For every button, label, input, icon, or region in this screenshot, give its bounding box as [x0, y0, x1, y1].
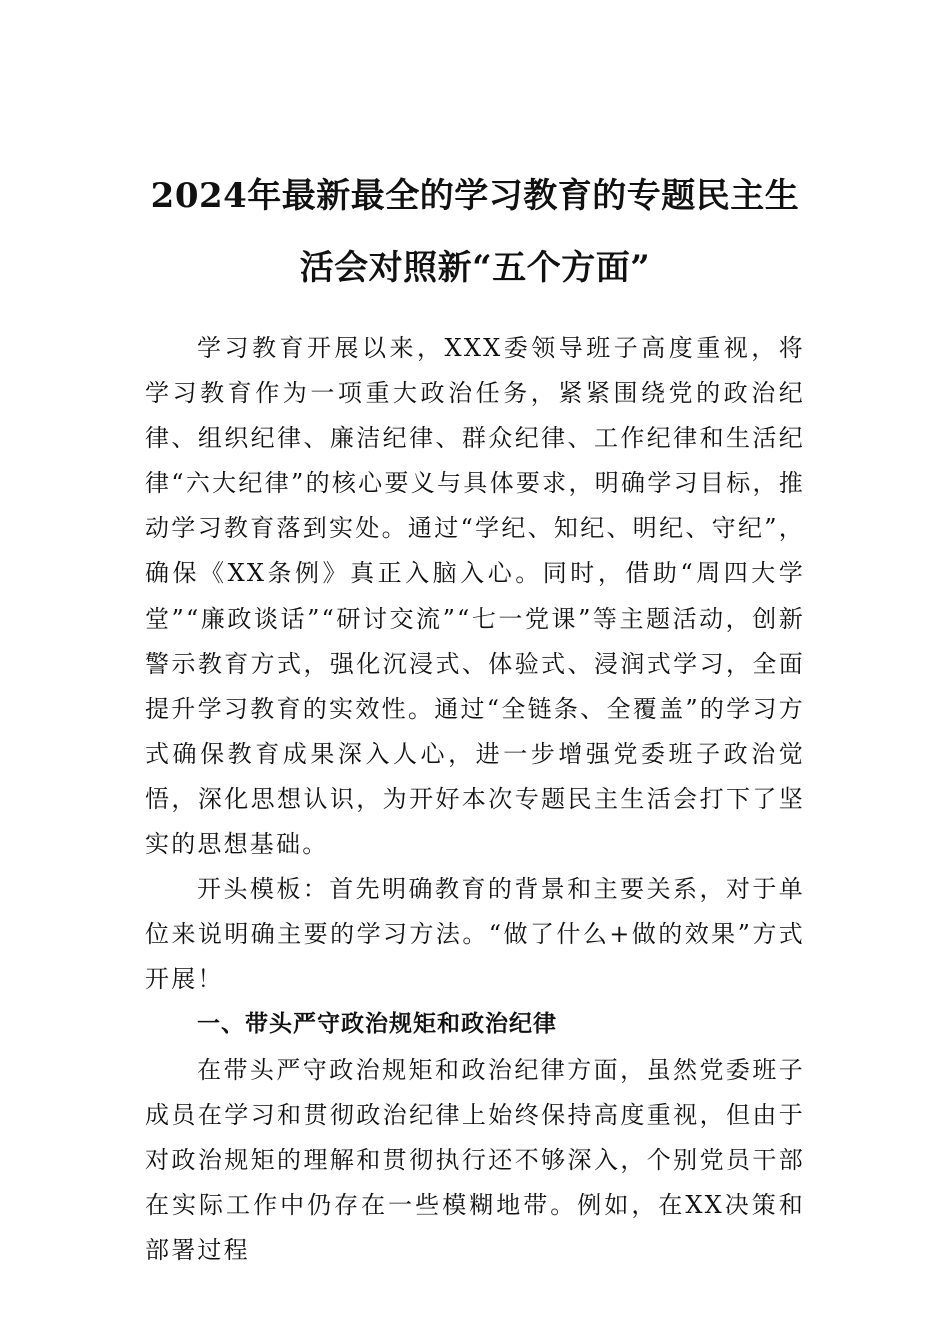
title-line-1: 2024年最新最全的学习教育的专题民主生	[150, 176, 800, 216]
document-title	[140, 160, 810, 304]
section-1-paragraph: 在带头严守政治规矩和政治纪律方面，虽然党委班子成员在学习和贯彻政治纪律上始终保持高度重视，但由于对政治规矩的理解和贯彻执行还不够深入，个别党员干部在实际工作中仍存在一些模糊地带。例如，在XX决策和部署过程	[145, 1055, 805, 1264]
template-note-paragraph: 开头模板：首先明确教育的背景和主要关系，对于单位来说明确主要的学习方法。“做了什么+做的效果”方式开展！	[145, 875, 805, 994]
title-line-2: 活会对照新“五个方面”	[299, 248, 651, 288]
document-body	[145, 326, 805, 1273]
intro-paragraph: 学习教育开展以来，XXX委领导班子高度重视，将学习教育作为一项重大政治任务，紧紧围绕党的政治纪律、组织纪律、廉洁纪律、群众纪律、工作纪律和生活纪律“六大纪律”的核心要义与具体要求，明确学习目标，推动学习教育落到实处。通过“学纪、知纪、明纪、守纪”，确保《XX条例》真正入脑入心。同时，借助“周四大学堂”“廉政谈话”“研讨交流”“七一党课”等主题活动，创新警示教育方式，强化沉浸式、体验式、浸润式学习，全面提升学习教育的实效性。通过“全链条、全覆盖”的学习方式确保教育成果深入人心，进一步增强党委班子政治觉悟，深化思想认识，为开好本次专题民主生活会打下了坚实的思想基础。	[145, 334, 805, 859]
section-heading-1: 一、带头严守政治规矩和政治纪律	[197, 1011, 557, 1038]
